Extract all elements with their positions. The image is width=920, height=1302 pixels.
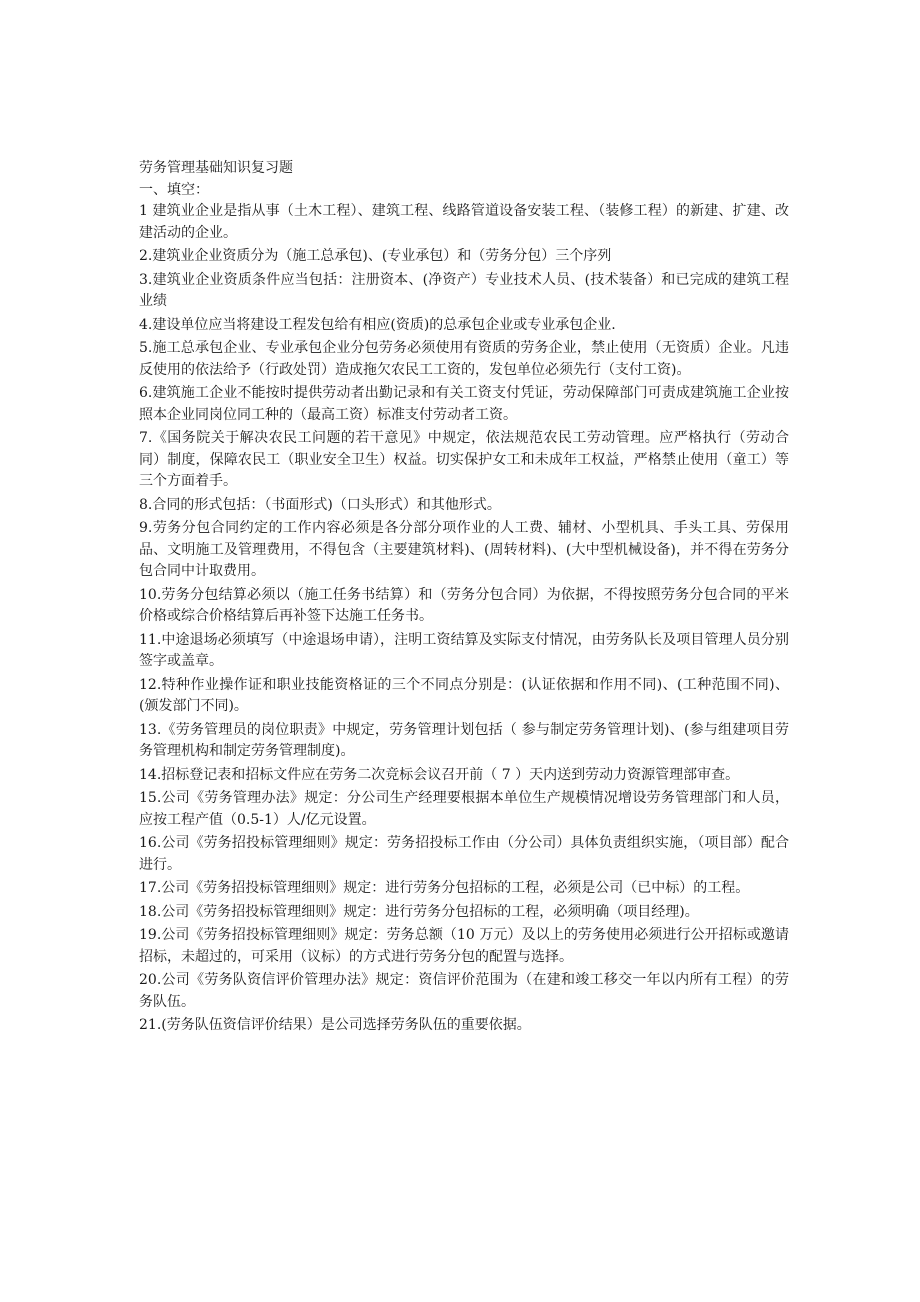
question-item: 8.合同的形式包括：（书面形式)（口头形式）和其他形式。 [139, 496, 501, 513]
question-item: 15.公司《劳务管理办法》规定：分公司生产经理要根据本单位生产规模情况增设劳务管理部门和人员，应按工程产值（0.5-1）人/亿元设置。 [139, 790, 789, 828]
question-item: 2.建筑业企业资质分为（施工总承包)、(专业承包）和（劳务分包）三个序列 [139, 248, 612, 264]
question-item: 7.《国务院关于解决农民工问题的若干意见》中规定，依法规范农民工劳动管理。应严格执行（劳动合同）制度，保障农民工（职业安全卫生）权益。切实保护女工和未成年工权益，严格禁止使用（童工）等三个方面着手。 [139, 430, 789, 489]
question-item: 17.公司《劳务招投标管理细则》规定：进行劳务分包招标的工程，必须是公司（已中标）的工程。 [139, 880, 750, 896]
question-item: 13.《劳务管理员的岗位职责》中规定，劳务管理计划包括（ 参与制定劳务管理计划)、(参与组建项目劳务管理机构和制定劳务管理制度)。 [139, 721, 789, 759]
question-item: 5.施工总承包企业、专业承包企业分包劳务必须使用有资质的劳务企业，禁止使用（无资质）企业。凡违反使用的依法给予（行政处罚）造成拖欠农民工工资的，发包单位必须先行（支付工资)。 [139, 340, 789, 378]
question-item: 16.公司《劳务招投标管理细则》规定：劳务招投标工作由（分公司）具体负责组织实施，（项目部）配合进行。 [139, 835, 789, 873]
question-item: 11.中途退场必须填写（中途退场申请），注明工资结算及实际支付情况，由劳务队长及项目管理人员分别签字或盖章。 [139, 631, 789, 669]
question-item: 3.建筑业企业资质条件应当包括：注册资本、(净资产）专业技术人员、(技术装备）和已完成的建筑工程业绩 [139, 271, 789, 309]
question-item: 14.招标登记表和招标文件应在劳务二次竞标会议召开前（ 7 ）天内送到劳动力资源管理部审查。 [139, 766, 740, 783]
question-item: 18.公司《劳务招投标管理细则》规定：进行劳务分包招标的工程，必须明确（项目经理)。 [139, 903, 699, 920]
question-item: 10.劳务分包结算必须以（施工任务书结算）和（劳务分包合同）为依据，不得按照劳务分包合同的平米价格或综合价格结算后再补签下达施工任务书。 [139, 586, 789, 624]
document-body [139, 158, 789, 1039]
question-item: 21.(劳务队伍资信评价结果）是公司选择劳务队伍的重要依据。 [139, 1017, 531, 1033]
document-title: 劳务管理基础知识复习题 [139, 160, 293, 176]
question-item: 4.建设单位应当将建设工程发包给有相应(资质)的总承包企业或专业承包企业. [139, 316, 616, 333]
section-heading: 一、填空： [139, 181, 209, 198]
question-item: 1 建筑业企业是指从事（土木工程）、建筑工程、线路管道设备安装工程、（装修工程）的新建、扩建、改建活动的企业。 [139, 203, 789, 241]
question-item: 19.公司《劳务招投标管理细则》规定：劳务总额（10 万元）及以上的劳务使用必须进行公开招标或邀请招标，未超过的，可采用（议标）的方式进行劳务分包的配置与选择。 [139, 927, 789, 965]
question-item: 9.劳务分包合同约定的工作内容必须是各分部分项作业的人工费、辅材、小型机具、手头工具、劳保用品、文明施工及管理费用，不得包含（主要建筑材料)、(周转材料)、(大中型机械设备)，并不得在劳务分包合同中计取费用。 [139, 520, 789, 579]
question-item: 6.建筑施工企业不能按时提供劳动者出勤记录和有关工资支付凭证，劳动保障部门可责成建筑施工企业按照本企业同岗位同工种的（最高工资）标准支付劳动者工资。 [139, 385, 789, 423]
question-item: 12.特种作业操作证和职业技能资格证的三个不同点分别是：(认证依据和作用不同)、(工种范围不同)、(颁发部门不同)。 [139, 676, 789, 714]
question-item: 20.公司《劳务队资信评价管理办法》规定：资信评价范围为（在建和竣工移交一年以内所有工程）的劳务队伍。 [139, 972, 789, 1010]
